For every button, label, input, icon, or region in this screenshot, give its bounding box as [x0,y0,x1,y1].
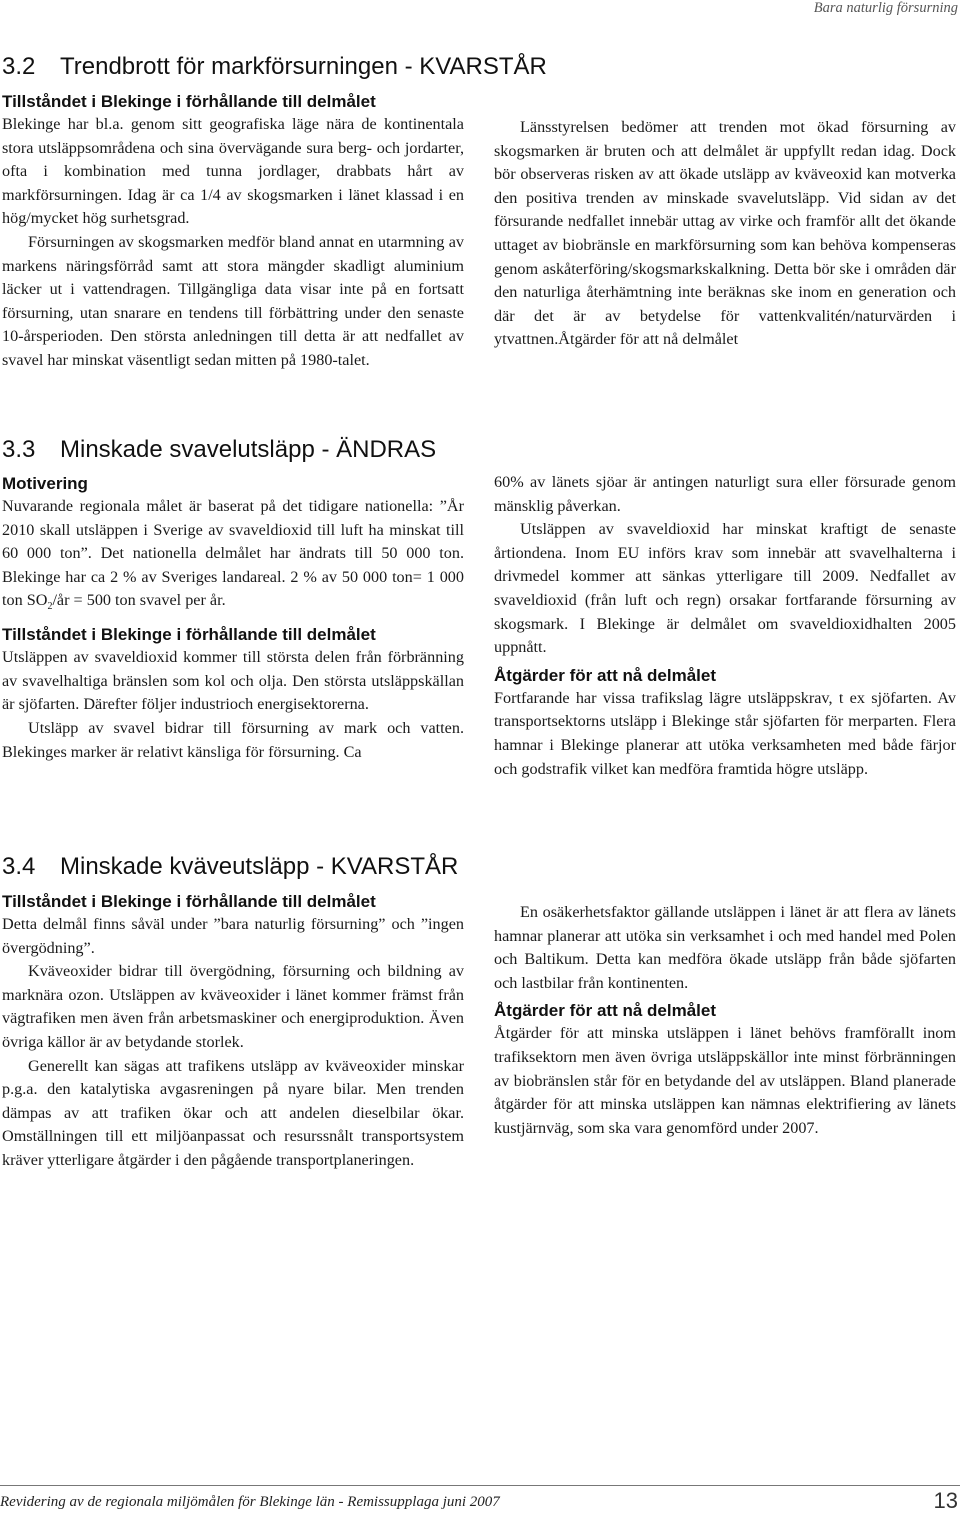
paragraph: Kväveoxider bidrar till övergödning, försurning och bildning av marknära ozon. Utsläppen av kväveoxider i länet kommer främst från vägtrafiken men även från arbetsmaskiner och energiproduktion. Även övriga källor är av betydande storlek. [2,962,464,1051]
section-heading-3-3 [2,438,436,462]
paragraph: Fortfarande har vissa trafikslag lägre utsläppskrav, t ex sjöfarten. Av transportsektorns utsläpp i Blekinge står sjöfarten för merparten. Flera hamnar i Blekinge planerar att utöka verksamheten med både färjor och godstrafik vilket kan medföra framtida högre utsläpp. [494,688,956,778]
page-number: 13 [933,1488,958,1513]
section-3-3-left-column [2,474,464,764]
section-number: 3.2 [2,53,36,80]
section-heading-3-4 [2,855,458,879]
subheading: Tillståndet i Blekinge i förhållande till delmålet [2,92,376,111]
subheading: Åtgärder för att nå delmålet [494,1001,716,1021]
section-number: 3.3 [2,436,36,463]
section-3-2-right-column [494,116,956,352]
paragraph: Detta delmål finns såväl under ”bara naturlig försurning” och ”ingen övergödning”. [2,915,464,957]
paragraph [2,495,464,619]
subheading: Motivering [2,474,88,493]
subheading: Tillståndet i Blekinge i förhållande till delmålet [2,625,376,645]
footer-rule [0,1485,960,1486]
subscript: 2 [47,601,53,613]
running-header: Bara naturlig försurning [813,0,958,16]
section-number: 3.4 [2,853,36,880]
subheading: Åtgärder för att nå delmålet [494,665,716,685]
section-3-3-right-column [494,471,956,781]
paragraph: 60% av länets sjöar är antingen naturligt sura eller försurade genom mänsklig påverkan. [494,473,956,515]
subheading: Tillståndet i Blekinge i förhållande till delmålet [2,892,376,911]
section-heading-3-2 [2,55,547,79]
section-3-2-left-column [2,92,464,373]
paragraph: Blekinge har bl.a. genom sitt geografiska läge nära de kontinentala stora utsläppsområdena och sina övervägande sura berg- och jordarter, ofta i kombination med tunna jordlager, drabbats hårt av markförsurningen. Idag är ca 1/4 av skogsmarken i länet klassad i en hög/mycket hög surhetsgrad. [2,115,464,228]
paragraph: En osäkerhetsfaktor gällande utsläppen i länet är att flera av länets hamnar planerar att utöka sin verksamhet i och med handel med Polen och Baltikum. Detta kan medföra ökade utsläpp från både sjöfarten och lastbilar från kontinenten. [494,903,956,992]
paragraph: Generellt kan sägas att trafikens utsläpp av kväveoxider minskar p.g.a. den katalytiska avgasreningen på nyare bilar. Men trenden dämpas av att trafiken ökar och att andelen dieselbilar ökar. Omställningen till ett miljöanpassat och resurssnålt transportsystem kräver ytterligare åtgärder i den pågående transportplaneringen. [2,1056,464,1169]
paragraph: Utsläppen av svaveldioxid har minskat kraftigt de senaste årtiondena. Inom EU införs krav som innebär att svavelhalterna i drivmedel kommer att sänkas ytterligare till 2009. Nedfallet av svaveldioxid (från luft och regn) orsakar fortfarande försurning av skogsmark. I Blekinge är delmålet om svaveldioxidhalten 2005 uppnått. [494,520,956,657]
paragraph: Försurningen av skogsmarken medför bland annat en utarmning av markens näringsförråd samt att stora mängder skadligt aluminium läcker ut i vattendragen. Tillgängliga data visar inte på en fortsatt försurning, utan snarare en tendens till förbättring under den senaste 10-årsperioden. Den största anledningen till detta är att nedfallet av svavel har minskat väsentligt sedan mitten på 1980-talet. [2,232,464,369]
footer-text: Revidering av de regionala miljömålen för Blekinge län - Remissupplaga juni 2007 [0,1494,500,1510]
section-3-4-right-column [494,901,956,1140]
paragraph: Utsläppen av svaveldioxid kommer till största delen från förbränning av svavelhaltiga bränslen som kol och olja. Den största utsläppskällan är sjöfarten. Därefter följer industrioch energisektorerna. [2,648,464,714]
paragraph: Länsstyrelsen bedömer att trenden mot ökad försurning av skogsmarken är bruten och att delmålet är uppfyllt redan idag. Dock bör observeras risken av att ökade utsläpp av kväveoxid kan motverka den positiva trenden av minskade svavelutsläpp. Vid sidan av det försurande nedfallet innebär uttag av virke och framför allt det ökande uttaget av biobränsle en markförsurning som kan behöva kompenseras genom askåterföring/skogsmarkskalkning. Detta bör ske i områden där den naturliga återhämtning inte beräknas ske inom en generation och där det är av betydelse för vattenkvalitén/naturvärden i ytvattnen.Åtgärder för att nå delmålet [494,118,956,349]
paragraph: Åtgärder för att minska utsläppen i länet behövs framförallt inom trafiksektorn men även övriga utsläppskällor inte minst förbränningen av biobränslen står för en betydande del av utsläppen. Bland planerade åtgärder för att minska utsläppen kan nämnas elektrifiering av länets kustjärnväg, som ska vara genomförd under 2007. [494,1024,956,1137]
section-3-4-left-column [2,892,464,1173]
paragraph: Utsläpp av svavel bidrar till försurning av mark och vatten. Blekinges marker är relativt känsliga för försurning. Ca [2,718,464,761]
section-title: Trendbrott för markförsurningen - KVARSTÅR [60,53,547,80]
paragraph-text: Nuvarande regionala målet är baserat på det tidigare nationella: ”År 2010 skall utsläppen i Sverige av svaveldioxid till luft ha minskat till 60 000 ton”. Det nationella delmålet har ändrats till 50 000 ton. Blekinge har ca 2 % av Sveriges landareal. 2 % av 50 000 ton= 1 000 ton SO [2,497,464,610]
section-title: Minskade kväveutsläpp - KVARSTÅR [60,853,459,880]
section-title: Minskade svavelutsläpp - ÄNDRAS [60,436,437,463]
paragraph-text-continued: /år = 500 ton svavel per år. [52,591,226,610]
